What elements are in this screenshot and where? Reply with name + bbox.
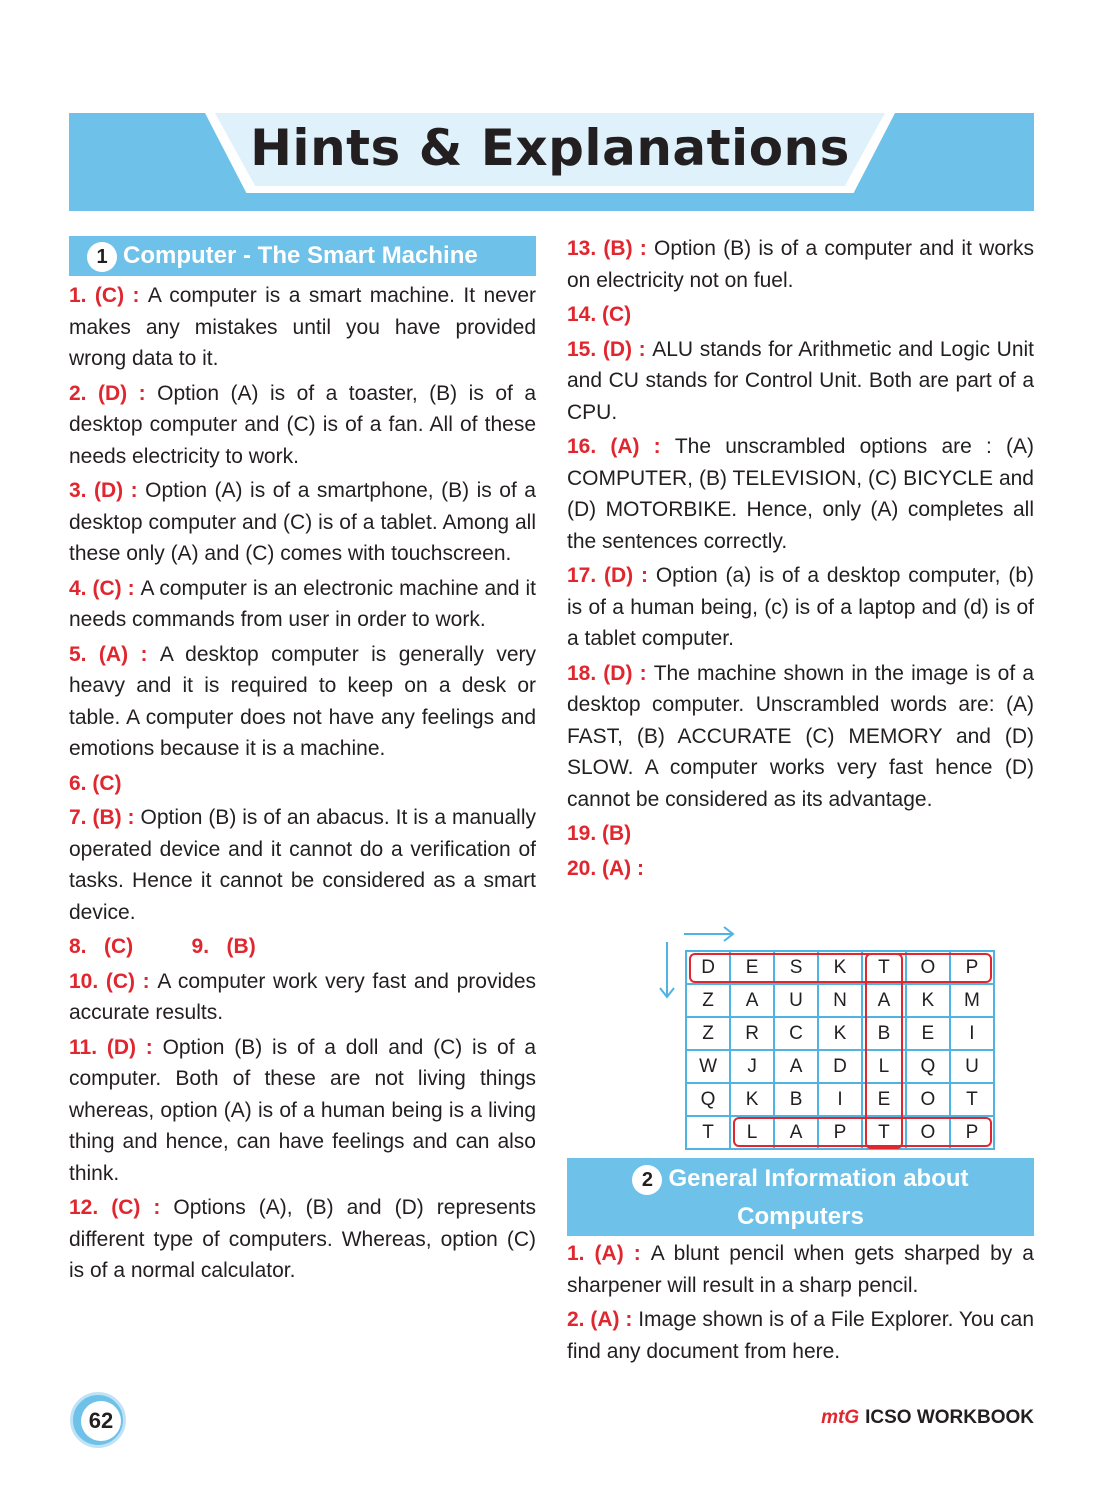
grid-cell: K: [730, 1083, 774, 1116]
grid-cell: T: [950, 1083, 994, 1116]
answer-item: 7. (B) : Option (B) is of an abacus. It is a manually operated device and it cannot do a verification of tasks. Hence it cannot be considered as a smart device.: [69, 806, 536, 924]
answer-item: 2. (A) : Image shown is of a File Explorer. You can find any document from here.: [567, 1308, 1035, 1363]
grid-cell: W: [686, 1050, 730, 1083]
grid-cell: O: [906, 951, 950, 984]
grid-cell: I: [818, 1083, 862, 1116]
grid-cell: A: [774, 1050, 818, 1083]
grid-row: [686, 1116, 994, 1149]
word-grid-table: [685, 950, 995, 1150]
arrow-right-icon: [682, 924, 738, 944]
section-number-badge: 1: [87, 242, 117, 272]
answer-item: 14. (C): [567, 303, 632, 326]
answer-item: 2. (D) : Option (A) is of a toaster, (B) is of a desktop computer and (C) is of a fan. All of these needs electricity to work.: [69, 381, 536, 468]
grid-cell: E: [906, 1017, 950, 1050]
section-number-badge: 2: [632, 1165, 662, 1195]
answer-item: 18. (D) : The machine shown in the image is of a desktop computer. Unscrambled words are: (A) FAST, (B) ACCURATE (C) MEMORY and (D) SLOW. A computer works very fast hence (D) cannot be considered as its advantage.: [567, 661, 1034, 811]
answer-item: 1. (A) : A blunt pencil when gets sharped by a sharpener will result in a sharp pencil.: [567, 1242, 1034, 1297]
page-title: Hints & Explanations: [250, 119, 850, 177]
grid-cell: E: [862, 1083, 906, 1116]
grid-cell: Z: [686, 984, 730, 1017]
grid-cell: C: [774, 1017, 818, 1050]
answer-item: 15. (D) : ALU stands for Arithmetic and Logic Unit and CU stands for Control Unit. Both are part of a CPU.: [567, 337, 1035, 424]
grid-cell: A: [774, 1116, 818, 1149]
book-title: ICSO WORKBOOK: [865, 1407, 1034, 1428]
answer-item: 11. (D) : Option (B) is of a doll and (C) is of a computer. Both of these are not living things whereas, option (A) is of a human being is a living thing and hence, can have feelings and can also think.: [69, 1035, 536, 1185]
grid-cell: E: [730, 951, 774, 984]
left-column: [69, 280, 536, 1290]
grid-row: [686, 1017, 994, 1050]
grid-row: [686, 1083, 994, 1116]
answer-item: 13. (B) : Option (B) is of a computer and it works on electricity not on fuel.: [567, 237, 1035, 292]
page-number: 62: [81, 1401, 121, 1441]
grid-cell: P: [818, 1116, 862, 1149]
grid-cell: U: [774, 984, 818, 1017]
section-heading-1: [69, 236, 536, 276]
grid-cell: I: [950, 1017, 994, 1050]
grid-row: [686, 951, 994, 984]
grid-cell: P: [950, 1116, 994, 1149]
grid-row: [686, 984, 994, 1017]
grid-cell: B: [774, 1083, 818, 1116]
section-title: Computer - The Smart Machine: [123, 242, 478, 269]
brand-logo: mtG: [821, 1407, 860, 1428]
answer-item: 1. (C) : A computer is a smart machine. It never makes any mistakes until you have provided wrong data to it.: [69, 284, 536, 370]
section-title: General Information about: [668, 1165, 969, 1192]
answer-item: 6. (C): [69, 771, 122, 795]
grid-cell: Z: [686, 1017, 730, 1050]
grid-cell: N: [818, 984, 862, 1017]
grid-cell: A: [730, 984, 774, 1017]
grid-cell: T: [862, 1116, 906, 1149]
grid-cell: A: [862, 984, 906, 1017]
answer-item: 20. (A) :: [567, 856, 645, 880]
grid-cell: K: [818, 1017, 862, 1050]
grid-cell: Q: [906, 1050, 950, 1083]
grid-cell: P: [950, 951, 994, 984]
grid-row: [686, 1050, 994, 1083]
grid-cell: D: [818, 1050, 862, 1083]
grid-cell: U: [950, 1050, 994, 1083]
answer-item: 5. (A) : A desktop computer is generally very heavy and it is required to keep on a desk or table. A computer does not have any feelings and emotions because it is a machine.: [69, 642, 536, 760]
section-title-line2: Computers: [737, 1203, 864, 1230]
arrow-down-icon: [657, 940, 677, 1002]
grid-cell: K: [906, 984, 950, 1017]
page-number-badge: [70, 1392, 126, 1448]
answer-item: 3. (D) : Option (A) is of a smartphone, (B) is of a desktop computer and (C) is of a tablet. Among all these only (A) and (C) comes with touchscreen.: [69, 479, 536, 565]
grid-cell: Q: [686, 1083, 730, 1116]
grid-cell: L: [862, 1050, 906, 1083]
grid-cell: O: [906, 1116, 950, 1149]
grid-cell: S: [774, 951, 818, 984]
footer-brand: [821, 1407, 1034, 1429]
grid-cell: D: [686, 951, 730, 984]
answer-item: 19. (B): [567, 822, 632, 845]
answer-item: 12. (C) : Options (A), (B) and (D) represents different type of computers. Whereas, option (C) is of a normal calculator.: [69, 1196, 536, 1282]
section2-column: [567, 1238, 1034, 1370]
grid-cell: J: [730, 1050, 774, 1083]
grid-cell: R: [730, 1017, 774, 1050]
grid-cell: T: [686, 1116, 730, 1149]
grid-cell: T: [862, 951, 906, 984]
grid-cell: B: [862, 1017, 906, 1050]
grid-cell: O: [906, 1083, 950, 1116]
answer-item: 17. (D) : Option (a) is of a desktop computer, (b) is of a human being, (c) is of a laptop and (d) is of a tablet computer.: [567, 564, 1035, 650]
section-heading-2: [567, 1158, 1034, 1236]
answer-item: 8. (C) 9. (B): [69, 935, 256, 958]
answer-item: 4. (C) : A computer is an electronic machine and it needs commands from user in order to work.: [69, 576, 536, 631]
right-column: [567, 233, 1034, 887]
grid-cell: K: [818, 951, 862, 984]
grid-cell: M: [950, 984, 994, 1017]
word-search-grid: [685, 950, 995, 1146]
answer-item: 10. (C) : A computer work very fast and provides accurate results.: [69, 969, 536, 1024]
answer-item: 16. (A) : The unscrambled options are : (A) COMPUTER, (B) TELEVISION, (C) BICYCLE and (D) MOTORBIKE. Hence, only (A) completes all the sentences correctly.: [567, 435, 1034, 553]
grid-cell: L: [730, 1116, 774, 1149]
